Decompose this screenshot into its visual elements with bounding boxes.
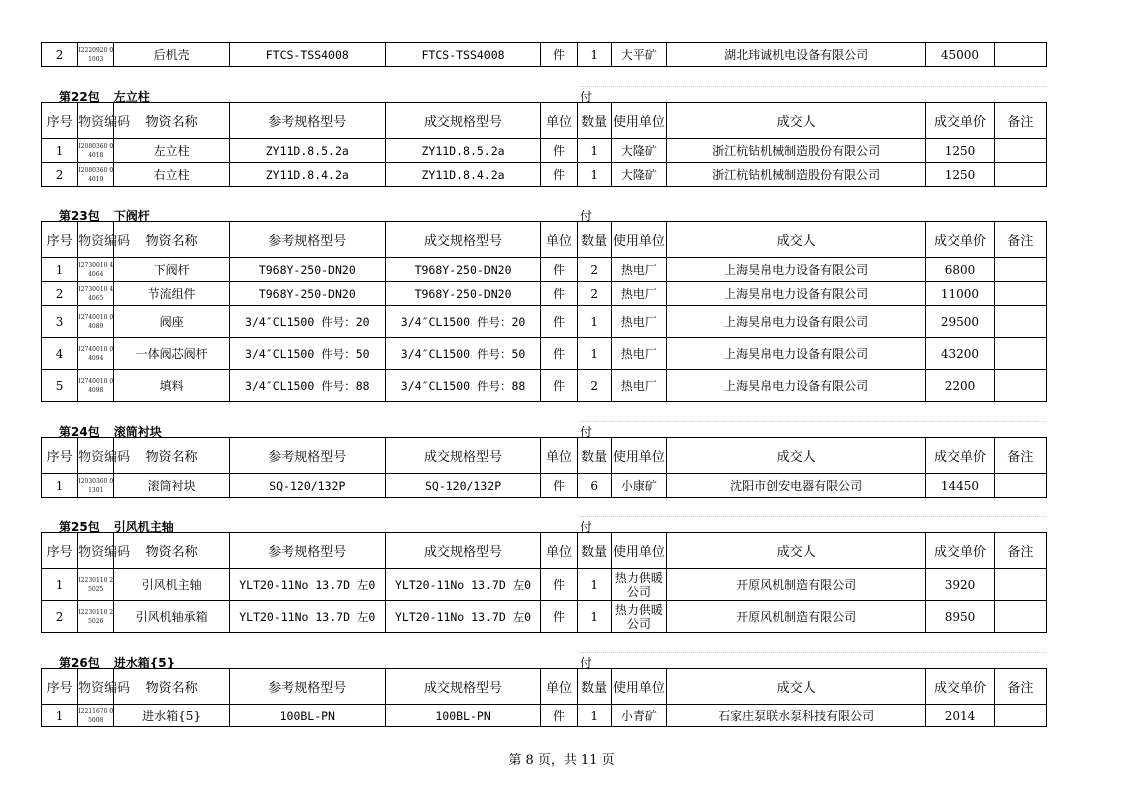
name-cell: 滚筒衬块 [114,474,230,498]
note-cell [994,705,1046,727]
deal-spec-cell: 3/4″CL1500 件号：88 [385,370,541,402]
header-note: 备注 [994,438,1046,474]
table-row [42,258,1047,282]
faint-divider [580,421,1046,423]
name-cell: 下阀杆 [114,258,230,282]
package-label: 第22包 [59,90,100,104]
deal-spec-cell: T968Y-250-DN20 [385,282,541,306]
header-price: 成交单价 [926,533,994,569]
pay-note: 付 [580,656,593,670]
vendor-cell: 沈阳市创安电器有限公司 [667,474,926,498]
code-cell: I2220920 01003 [78,43,114,67]
user-cell: 热电厂 [611,282,666,306]
table-row [42,43,1047,67]
unit-cell: 件 [541,43,577,67]
user-cell: 热力供暖公司 [611,569,666,601]
deal-spec-cell: YLT20-11No 13.7D 左0 [385,601,541,633]
header-ref-spec: 参考规格型号 [229,222,385,258]
vendor-cell: 开原风机制造有限公司 [667,569,926,601]
price-cell: 8950 [926,601,994,633]
user-cell: 热电厂 [611,306,666,338]
seq-cell: 1 [42,705,78,727]
qty-cell: 2 [577,282,611,306]
package-name: 进水箱{5} [113,656,176,670]
note-cell [994,139,1046,163]
unit-cell: 件 [541,474,577,498]
price-cell: 29500 [926,306,994,338]
seq-cell: 2 [42,282,78,306]
header-seq: 序号 [42,222,78,258]
header-name: 物资名称 [114,103,230,139]
vendor-cell: 浙江杭钻机械制造股份有限公司 [667,163,926,187]
header-seq: 序号 [42,103,78,139]
header-price: 成交单价 [926,669,994,705]
pay-note: 付 [580,520,593,534]
header-code: 物资编码 [78,222,114,258]
unit-cell: 件 [541,139,577,163]
user-cell: 热力供暖公司 [611,601,666,633]
ref-spec-cell: FTCS-TSS4008 [229,43,385,67]
qty-cell: 1 [577,163,611,187]
note-cell [994,474,1046,498]
ref-spec-cell: 100BL-PN [229,705,385,727]
header-qty: 数量 [577,103,611,139]
table-header-row [42,533,1047,569]
user-cell: 小康矿 [611,474,666,498]
header-deal-spec: 成交规格型号 [385,438,541,474]
header-user: 使用单位 [611,438,666,474]
table-row [42,163,1047,187]
ref-spec-cell: 3/4″CL1500 件号：20 [229,306,385,338]
header-ref-spec: 参考规格型号 [229,533,385,569]
vendor-cell: 上海昊帛电力设备有限公司 [667,338,926,370]
header-ref-spec: 参考规格型号 [229,103,385,139]
name-cell: 右立柱 [114,163,230,187]
note-cell [994,569,1046,601]
note-cell [994,601,1046,633]
user-cell: 小青矿 [611,705,666,727]
user-cell: 大隆矿 [611,139,666,163]
seq-cell: 2 [42,43,78,67]
code-cell: I2730010 44065 [78,282,114,306]
table-row [42,705,1047,727]
header-note: 备注 [994,103,1046,139]
header-user: 使用单位 [611,533,666,569]
ref-spec-cell: T968Y-250-DN20 [229,258,385,282]
unit-cell: 件 [541,338,577,370]
header-ref-spec: 参考规格型号 [229,438,385,474]
pay-note: 付 [580,209,593,223]
header-unit: 单位 [541,222,577,258]
price-cell: 1250 [926,139,994,163]
unit-cell: 件 [541,163,577,187]
package-name: 滚筒衬块 [113,425,162,439]
table-row [42,338,1047,370]
user-cell: 热电厂 [611,338,666,370]
deal-spec-cell: FTCS-TSS4008 [385,43,541,67]
qty-cell: 1 [577,705,611,727]
vendor-cell: 上海昊帛电力设备有限公司 [667,306,926,338]
code-cell: I2030360 01301 [78,474,114,498]
header-qty: 数量 [577,222,611,258]
name-cell: 节流组件 [114,282,230,306]
price-cell: 14450 [926,474,994,498]
seq-cell: 5 [42,370,78,402]
header-user: 使用单位 [611,103,666,139]
seq-cell: 1 [42,474,78,498]
table-row [42,601,1047,633]
user-cell: 热电厂 [611,370,666,402]
package-table [41,102,1047,187]
header-vendor: 成交人 [667,103,926,139]
price-cell: 11000 [926,282,994,306]
deal-spec-cell: 3/4″CL1500 件号：20 [385,306,541,338]
note-cell [994,306,1046,338]
header-vendor: 成交人 [667,438,926,474]
code-cell: I2740010 04094 [78,338,114,370]
name-cell: 进水箱{5} [114,705,230,727]
price-cell: 2014 [926,705,994,727]
name-cell: 引风机轴承箱 [114,601,230,633]
vendor-cell: 上海昊帛电力设备有限公司 [667,282,926,306]
header-unit: 单位 [541,103,577,139]
package-label: 第24包 [59,425,100,439]
note-cell [994,258,1046,282]
code-cell: I2211670 05008 [78,705,114,727]
header-qty: 数量 [577,669,611,705]
qty-cell: 1 [577,139,611,163]
header-vendor: 成交人 [667,669,926,705]
ref-spec-cell: ZY11D.8.5.2a [229,139,385,163]
package-label: 第25包 [59,520,100,534]
header-qty: 数量 [577,533,611,569]
unit-cell: 件 [541,370,577,402]
note-cell [994,163,1046,187]
ref-spec-cell: 3/4″CL1500 件号：50 [229,338,385,370]
vendor-cell: 浙江杭钻机械制造股份有限公司 [667,139,926,163]
header-user: 使用单位 [611,222,666,258]
top-continuation-table [41,42,1047,67]
ref-spec-cell: ZY11D.8.4.2a [229,163,385,187]
header-name: 物资名称 [114,438,230,474]
note-cell [994,282,1046,306]
page-footer: 第 8 页，共 11 页 [508,753,615,768]
qty-cell: 2 [577,258,611,282]
package-table [41,437,1047,498]
ref-spec-cell: YLT20-11No 13.7D 左0 [229,569,385,601]
price-cell: 2200 [926,370,994,402]
header-seq: 序号 [42,438,78,474]
seq-cell: 1 [42,569,78,601]
pay-note: 付 [580,90,593,104]
table-row [42,282,1047,306]
ref-spec-cell: SQ-120/132P [229,474,385,498]
deal-spec-cell: YLT20-11No 13.7D 左0 [385,569,541,601]
table-header-row [42,103,1047,139]
code-cell: I2740010 04098 [78,370,114,402]
header-name: 物资名称 [114,533,230,569]
header-note: 备注 [994,222,1046,258]
unit-cell: 件 [541,601,577,633]
user-cell: 大隆矿 [611,163,666,187]
price-cell: 45000 [926,43,994,67]
table-row [42,306,1047,338]
price-cell: 6800 [926,258,994,282]
header-deal-spec: 成交规格型号 [385,669,541,705]
table-row [42,569,1047,601]
header-unit: 单位 [541,669,577,705]
qty-cell: 1 [577,601,611,633]
table-header-row [42,669,1047,705]
note-cell [994,43,1046,67]
name-cell: 阀座 [114,306,230,338]
ref-spec-cell: YLT20-11No 13.7D 左0 [229,601,385,633]
name-cell: 后机壳 [114,43,230,67]
vendor-cell: 上海昊帛电力设备有限公司 [667,370,926,402]
seq-cell: 4 [42,338,78,370]
package-name: 引风机主轴 [113,520,174,534]
faint-divider [580,86,1046,88]
table-row [42,474,1047,498]
deal-spec-cell: ZY11D.8.5.2a [385,139,541,163]
qty-cell: 1 [577,338,611,370]
package-table [41,221,1047,402]
user-cell: 大平矿 [611,43,666,67]
unit-cell: 件 [541,569,577,601]
header-deal-spec: 成交规格型号 [385,222,541,258]
unit-cell: 件 [541,705,577,727]
name-cell: 填料 [114,370,230,402]
table-row [42,139,1047,163]
vendor-cell: 上海昊帛电力设备有限公司 [667,258,926,282]
header-code: 物资编码 [78,669,114,705]
user-cell: 热电厂 [611,258,666,282]
header-note: 备注 [994,669,1046,705]
package-name: 下阀杆 [113,209,150,223]
name-cell: 一体阀芯阀杆 [114,338,230,370]
table-row [42,370,1047,402]
deal-spec-cell: SQ-120/132P [385,474,541,498]
seq-cell: 2 [42,163,78,187]
name-cell: 引风机主轴 [114,569,230,601]
header-seq: 序号 [42,669,78,705]
header-name: 物资名称 [114,669,230,705]
qty-cell: 1 [577,43,611,67]
header-unit: 单位 [541,533,577,569]
table-header-row [42,222,1047,258]
code-cell: I2740010 04089 [78,306,114,338]
faint-divider [580,516,1046,518]
unit-cell: 件 [541,282,577,306]
package-table [41,668,1047,727]
code-cell: I2230110 25026 [78,601,114,633]
package-label: 第23包 [59,209,100,223]
qty-cell: 6 [577,474,611,498]
header-price: 成交单价 [926,438,994,474]
unit-cell: 件 [541,258,577,282]
seq-cell: 3 [42,306,78,338]
price-cell: 43200 [926,338,994,370]
vendor-cell: 湖北玮诚机电设备有限公司 [667,43,926,67]
ref-spec-cell: T968Y-250-DN20 [229,282,385,306]
header-unit: 单位 [541,438,577,474]
note-cell [994,370,1046,402]
header-name: 物资名称 [114,222,230,258]
header-deal-spec: 成交规格型号 [385,103,541,139]
header-price: 成交单价 [926,103,994,139]
header-vendor: 成交人 [667,533,926,569]
code-cell: I2080360 04018 [78,139,114,163]
vendor-cell: 石家庄泵联水泵科技有限公司 [667,705,926,727]
header-code: 物资编码 [78,533,114,569]
qty-cell: 2 [577,370,611,402]
package-table [41,532,1047,633]
qty-cell: 1 [577,569,611,601]
deal-spec-cell: ZY11D.8.4.2a [385,163,541,187]
header-user: 使用单位 [611,669,666,705]
header-qty: 数量 [577,438,611,474]
seq-cell: 2 [42,601,78,633]
seq-cell: 1 [42,139,78,163]
deal-spec-cell: 3/4″CL1500 件号：50 [385,338,541,370]
faint-divider [580,652,1046,654]
header-vendor: 成交人 [667,222,926,258]
name-cell: 左立柱 [114,139,230,163]
note-cell [994,338,1046,370]
header-seq: 序号 [42,533,78,569]
header-price: 成交单价 [926,222,994,258]
code-cell: I2080360 04019 [78,163,114,187]
header-code: 物资编码 [78,438,114,474]
package-name: 左立柱 [113,90,150,104]
code-cell: I2230110 25025 [78,569,114,601]
deal-spec-cell: 100BL-PN [385,705,541,727]
pay-note: 付 [580,425,593,439]
price-cell: 1250 [926,163,994,187]
price-cell: 3920 [926,569,994,601]
header-code: 物资编码 [78,103,114,139]
header-deal-spec: 成交规格型号 [385,533,541,569]
header-ref-spec: 参考规格型号 [229,669,385,705]
deal-spec-cell: T968Y-250-DN20 [385,258,541,282]
header-note: 备注 [994,533,1046,569]
seq-cell: 1 [42,258,78,282]
package-label: 第26包 [59,656,100,670]
ref-spec-cell: 3/4″CL1500 件号：88 [229,370,385,402]
unit-cell: 件 [541,306,577,338]
vendor-cell: 开原风机制造有限公司 [667,601,926,633]
table-header-row [42,438,1047,474]
qty-cell: 1 [577,306,611,338]
code-cell: I2730010 44064 [78,258,114,282]
